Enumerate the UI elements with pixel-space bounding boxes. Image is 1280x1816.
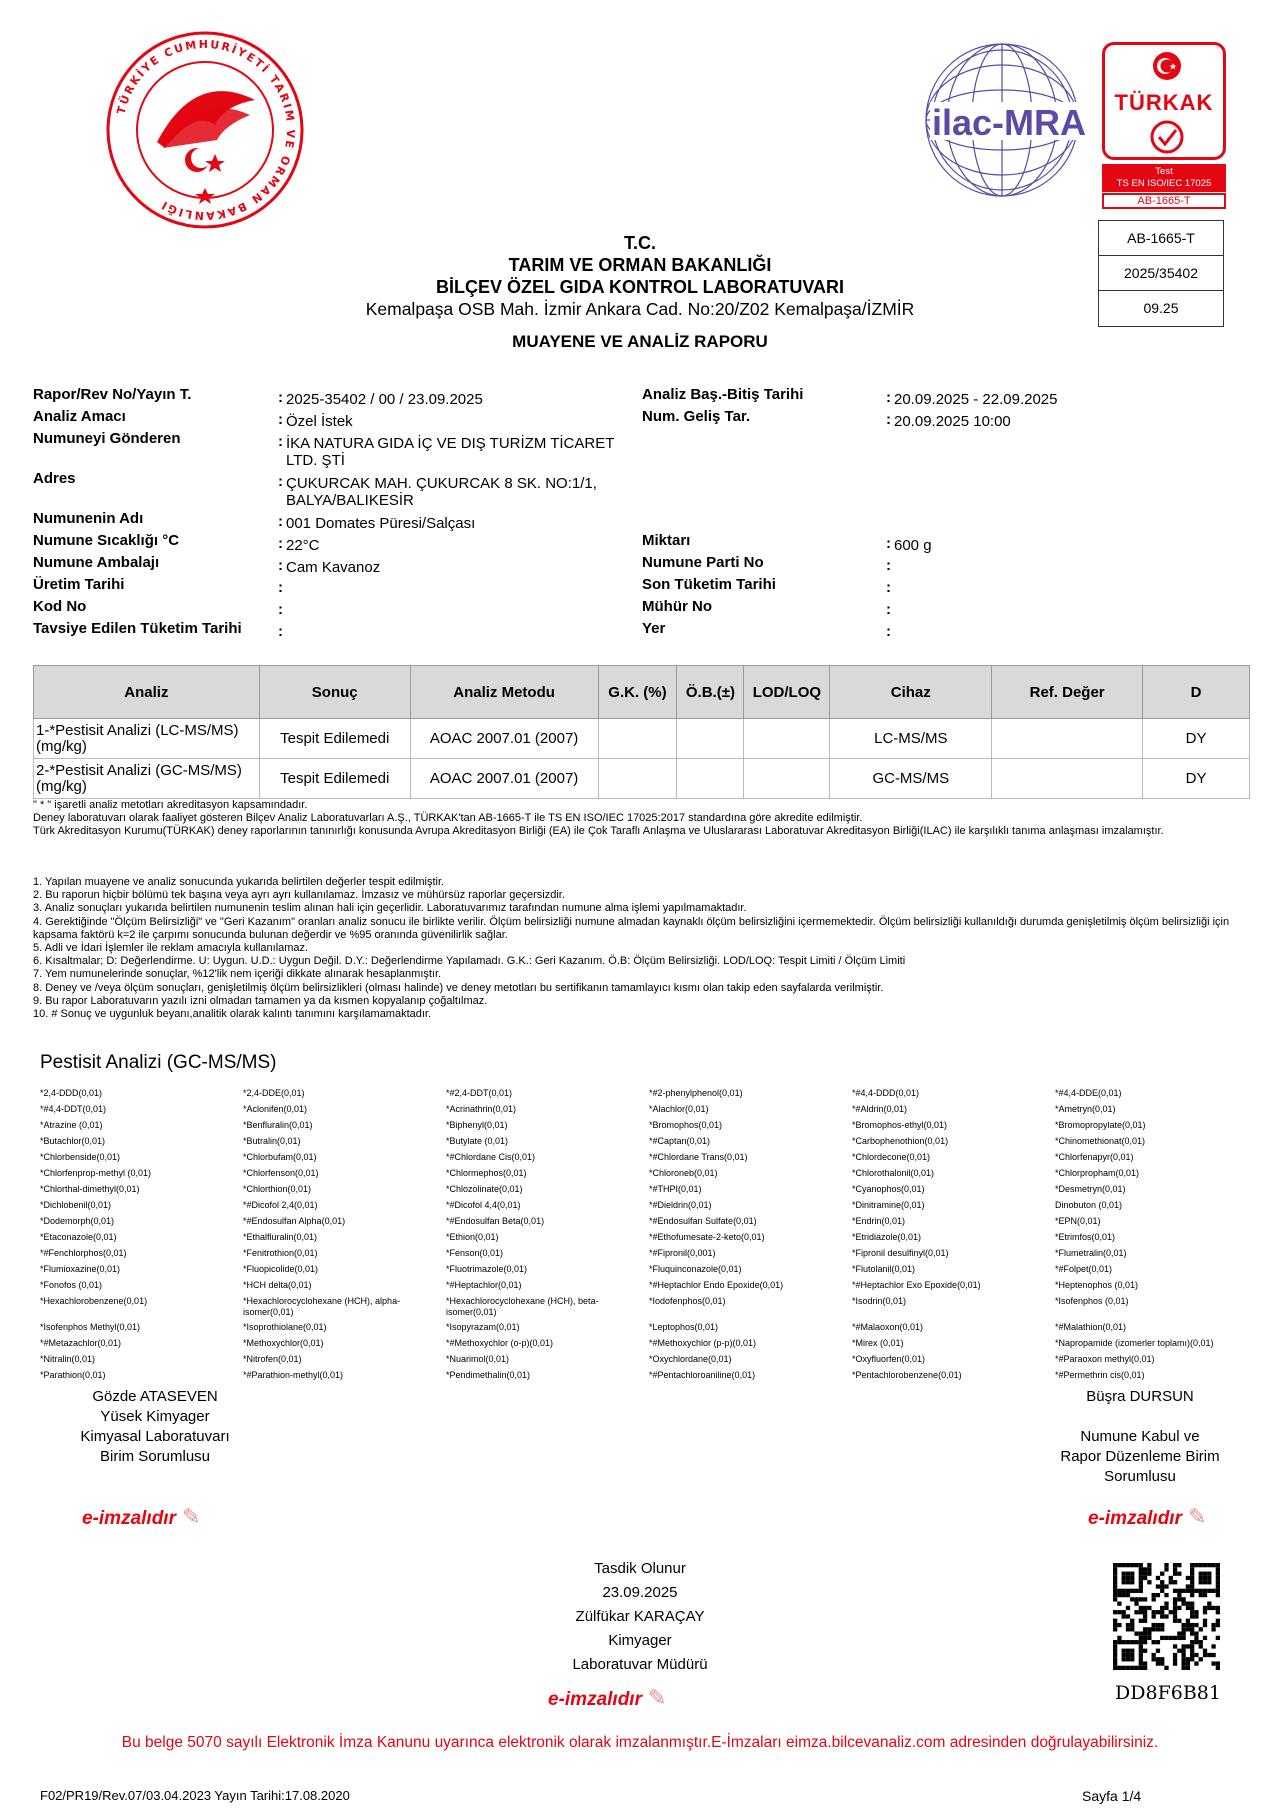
cell-lod-loq xyxy=(744,759,830,799)
title-tc: T.C. xyxy=(623,233,656,253)
signer-role: Birim Sorumlusu xyxy=(99,1448,211,1465)
info-value: 22°C xyxy=(286,537,320,554)
note-line: 10. # Sonuç ve uygunluk beyanı,analitik olarak kalıntı tanımını karşılamamaktadır. xyxy=(33,1008,432,1021)
cell-uncertainty xyxy=(677,759,744,799)
pesticide-item: *Butachlor(0,01) xyxy=(40,1136,106,1146)
info-label: Numuneyi Gönderen xyxy=(33,430,181,447)
cell-result: Tespit Edilemedi xyxy=(259,759,410,799)
checkmark-icon xyxy=(1149,119,1185,155)
qr-code-icon xyxy=(1113,1563,1220,1670)
institution-title xyxy=(230,232,1050,320)
col-header: Cihaz xyxy=(830,666,992,719)
pesticide-item: *#Endosulfan Beta(0,01) xyxy=(446,1216,545,1226)
pesticide-item: Dinobuton (0,01) xyxy=(1055,1200,1123,1210)
pesticide-item: *#Malaoxon(0,01) xyxy=(852,1322,924,1332)
pesticide-item: *Iodofenphos(0,01) xyxy=(649,1296,726,1306)
pesticide-item: *Fluopicolide(0,01) xyxy=(243,1264,319,1274)
pesticide-item: *#Dieldrin(0,01) xyxy=(649,1200,712,1210)
svg-text:ilac-MRA: ilac-MRA xyxy=(932,102,1087,143)
table-row xyxy=(34,759,1250,799)
turkak-wordmark: TÜRKAK xyxy=(1114,90,1214,115)
info-value: 600 g xyxy=(894,537,932,554)
info-value: Cam Kavanoz xyxy=(286,559,381,576)
pen-icon: ✎ xyxy=(647,1685,667,1710)
col-header: Sonuç xyxy=(259,666,410,719)
note-line: Türk Akreditasyon Kurumu(TÜRKAK) deney raporlarının tanınırlığı konusunda Avrupa Akreditasyon Birliği (EA) ile Çok Taraflı Anlaşma ve Uluslararası Laboratuvar Akreditasyon Birliği(ILAC) ile karşılıklı tanıma anlaşması imzalamıştır. xyxy=(33,825,1164,838)
info-label: Miktarı xyxy=(642,532,691,549)
svg-text:TÜRKİYE CUMHURİYETİ TARIM VE O: TÜRKİYE CUMHURİYETİ TARIM VE ORMAN BAKANLIĞI xyxy=(114,37,298,223)
pesticide-item: *Nitralin(0,01) xyxy=(40,1354,96,1364)
approval-label: Tasdik Olunur xyxy=(594,1560,686,1577)
col-header: Analiz Metodu xyxy=(410,666,598,719)
pesticide-item: *#4,4-DDT(0,01) xyxy=(40,1104,107,1114)
pesticide-item: *#Folpet(0,01) xyxy=(1055,1264,1113,1274)
reference-box xyxy=(1098,220,1224,327)
pesticide-item: *#Dicofol 4,4(0,01) xyxy=(446,1200,521,1210)
cell-analysis: 2-*Pestisit Analizi (GC-MS/MS) (mg/kg) xyxy=(34,759,260,799)
info-value: İKA NATURA GIDA İÇ VE DIŞ TURİZM TİCARET LTD. ŞTİ xyxy=(286,435,615,469)
pesticide-item: *Dodemorph(0,01) xyxy=(40,1216,115,1226)
pesticide-item: *Dinitramine(0,01) xyxy=(852,1200,925,1210)
cell-ref-value xyxy=(992,719,1143,759)
cell-evaluation: DY xyxy=(1143,719,1250,759)
ref-report-no: 2025/35402 xyxy=(1099,256,1223,291)
pesticide-item: *#4,4-DDD(0,01) xyxy=(852,1088,920,1098)
note-line: 4. Gerektiğinde "Ölçüm Belirsizliği" ve "Geri Kazanım" oranları analiz sonucu ile birlikte verilir. Ölçüm belirsizliği numune almadan kaynaklı ölçüm belirsizliğini içermemektedir. Ölçüm belirsizliği kullanıldığı durumda genişletilmiş ölçüm belirsizliği için kapsama faktörü k=2 ile çarpımı sonucunda bulunan değerdir ve %95 oranında güvenilirlik sağlar. xyxy=(33,915,1230,941)
pesticide-item: *#Metazachlor(0,01) xyxy=(40,1338,122,1348)
pesticide-item: *#2-phenylphenol(0,01) xyxy=(649,1088,743,1098)
pesticide-item: *Flutolanil(0,01) xyxy=(852,1264,916,1274)
table-header-row xyxy=(34,666,1250,719)
pesticide-item: *Etaconazole(0,01) xyxy=(40,1232,117,1242)
pesticide-item: *#2,4-DDT(0,01) xyxy=(446,1088,513,1098)
pesticide-item: *#THPI(0,01) xyxy=(649,1184,702,1194)
pesticide-item: *Methoxychlor(0,01) xyxy=(243,1338,324,1348)
pesticide-item: *Fipronil desulfinyl(0,01) xyxy=(852,1248,949,1258)
pesticide-item: *#Paraoxon methyl(0,01) xyxy=(1055,1354,1155,1364)
pesticide-item: *Hexachlorobenzene(0,01) xyxy=(40,1296,148,1306)
pesticide-item: *Flumetralin(0,01) xyxy=(1055,1248,1127,1258)
pesticide-item: *#Parathion-methyl(0,01) xyxy=(243,1370,344,1380)
pesticide-item: *Isofenphos (0,01) xyxy=(1055,1296,1129,1306)
pesticide-item: *Chinomethionat(0,01) xyxy=(1055,1136,1146,1146)
cell-lod-loq xyxy=(744,719,830,759)
turkak-accreditation-logo xyxy=(1102,42,1226,208)
pesticide-item: *Atrazine (0,01) xyxy=(40,1120,103,1130)
pesticide-item: *Bromophos-ethyl(0,01) xyxy=(852,1120,948,1130)
signer-role: Laboratuvar Müdürü xyxy=(572,1656,708,1673)
pesticide-item: *Pendimethalin(0,01) xyxy=(446,1370,531,1380)
turkak-code: AB-1665-T xyxy=(1102,193,1226,209)
pesticide-item: *#Dicofol 2,4(0,01) xyxy=(243,1200,318,1210)
cell-device: GC-MS/MS xyxy=(830,759,992,799)
pesticide-item: *Chlorfenapyr(0,01) xyxy=(1055,1152,1134,1162)
pesticide-item: *Hexachlorocyclohexane (HCH), beta-isomer(0,01) xyxy=(446,1296,599,1317)
lab-address: Kemalpaşa OSB Mah. İzmir Ankara Cad. No:20/Z02 Kemalpaşa/İZMİR xyxy=(365,299,915,319)
pesticide-item: *#Ethofumesate-2-keto(0,01) xyxy=(649,1232,765,1242)
signer-title: Kimyager xyxy=(608,1632,672,1649)
pesticide-item: *Chlorthal-dimethyl(0,01) xyxy=(40,1184,140,1194)
pesticide-item: *Endrin(0,01) xyxy=(852,1216,906,1226)
signer-name: Büşra DURSUN xyxy=(1086,1388,1194,1405)
ref-period: 09.25 xyxy=(1143,300,1179,316)
results-table xyxy=(33,665,1250,799)
pesticide-item: *#Chlordane Cis(0,01) xyxy=(446,1152,536,1162)
pesticide-item: *Biphenyl(0,01) xyxy=(446,1120,508,1130)
pesticide-item: *2,4-DDE(0,01) xyxy=(243,1088,305,1098)
pesticide-item: *Parathion(0,01) xyxy=(40,1370,106,1380)
pesticide-item: *Carbophenothion(0,01) xyxy=(852,1136,949,1146)
col-header: G.K. (%) xyxy=(598,666,677,719)
title-ministry: TARIM VE ORMAN BAKANLIĞI xyxy=(508,255,772,275)
note-line: 2. Bu raporun hiçbir bölümü tek başına veya ayrı ayrı kullanılamaz. İmzasız ve mühürsüz raporlar geçersizdir. xyxy=(33,889,565,902)
pesticide-item: *Oxyfluorfen(0,01) xyxy=(852,1354,926,1364)
signer-name: Gözde ATASEVEN xyxy=(92,1388,218,1405)
pesticide-item: *Oxychlordane(0,01) xyxy=(649,1354,732,1364)
pesticide-item: *Chlordecone(0,01) xyxy=(852,1152,931,1162)
note-line: 7. Yem numunelerinde sonuçlar, %12'lik nem içeriği dikkate alınarak hesaplanmıştır. xyxy=(33,968,442,981)
pesticide-item: *#Fipronil(0,001) xyxy=(649,1248,716,1258)
pesticide-item: *Isodrin(0,01) xyxy=(852,1296,907,1306)
esign-badge: e-imzalıdır ✎ xyxy=(82,1504,201,1529)
info-label: Üretim Tarihi xyxy=(33,576,125,593)
note-line: 3. Analiz sonuçları yukarıda belirtilen numunenin teslim alınan hali için geçerlidir. Laboratuvarımız tarafından numune alma işlemi yapılmamaktadır. xyxy=(33,902,747,915)
footer-legal-notice: Bu belge 5070 sayılı Elektronik İmza Kanunu uyarınca elektronik olarak imzalanmıştır.E-İmzaları eimza.bilcevanaliz.com adresinden doğrulayabilirsiniz. xyxy=(121,1734,1159,1751)
pesticide-item: *#Fenchlorphos(0,01) xyxy=(40,1248,127,1258)
pesticide-item: *Chlorfenprop-methyl (0,01) xyxy=(40,1168,152,1178)
cell-analysis: 1-*Pestisit Analizi (LC-MS/MS) (mg/kg) xyxy=(34,719,260,759)
verification-code: DD8F6B81 xyxy=(1115,1682,1221,1704)
cell-uncertainty xyxy=(677,719,744,759)
info-label: Numune Sıcaklığı °C xyxy=(33,532,180,549)
pesticide-item: *#Pentachloroaniline(0,01) xyxy=(649,1370,756,1380)
signer-title: Sorumlusu xyxy=(1104,1468,1176,1485)
pesticide-item: *Fluotrimazole(0,01) xyxy=(446,1264,528,1274)
ministry-seal-logo xyxy=(105,30,305,230)
col-header: D xyxy=(1143,666,1250,719)
info-label: Rapor/Rev No/Yayın T. xyxy=(33,386,192,403)
info-value: ÇUKURCAK MAH. ÇUKURCAK 8 SK. NO:1/1, BALYA/BALIKESİR xyxy=(286,475,597,509)
info-label: Numune Ambalajı xyxy=(33,554,160,571)
pesticide-item: *Fonofos (0,01) xyxy=(40,1280,103,1290)
turkak-standard-band: Test TS EN ISO/IEC 17025 xyxy=(1102,164,1226,192)
cell-evaluation: DY xyxy=(1143,759,1250,799)
pesticide-item: *Chlorothalonil(0,01) xyxy=(852,1168,935,1178)
pesticide-item: *#Heptachlor(0,01) xyxy=(446,1280,522,1290)
pesticide-item: *Bromopropylate(0,01) xyxy=(1055,1120,1146,1130)
table-row xyxy=(34,719,1250,759)
page-number: Sayfa 1/4 xyxy=(1082,1788,1142,1804)
cell-recovery xyxy=(598,759,677,799)
col-header: Ref. Değer xyxy=(992,666,1143,719)
pesticide-item: *Alachlor(0,01) xyxy=(649,1104,709,1114)
note-line: 1. Yapılan muayene ve analiz sonucunda yukarıda belirtilen değerler tespit edilmiştir. xyxy=(33,876,445,888)
cell-result: Tespit Edilemedi xyxy=(259,719,410,759)
pesticide-item: *Butralin(0,01) xyxy=(243,1136,301,1146)
pesticide-item: *#Heptachlor Endo Epoxide(0,01) xyxy=(649,1280,784,1290)
pesticide-item: *Fluquinconazole(0,01) xyxy=(649,1264,742,1274)
pesticide-item: *Aclonifen(0,01) xyxy=(243,1104,308,1114)
info-label: Son Tüketim Tarihi xyxy=(642,576,776,593)
pesticide-item: *Ametryn(0,01) xyxy=(1055,1104,1116,1114)
pesticide-item: *#4,4-DDE(0,01) xyxy=(1055,1088,1122,1098)
info-label: Adres xyxy=(33,470,76,487)
signer-name: Zülfükar KARAÇAY xyxy=(575,1608,705,1625)
cell-method: AOAC 2007.01 (2007) xyxy=(410,719,598,759)
pesticide-item: *#Aldrin(0,01) xyxy=(852,1104,908,1114)
note-line: 5. Adli ve İdari İşlemler ile reklam amacıyla kullanılamaz. xyxy=(33,942,309,955)
pesticide-item: *Ethion(0,01) xyxy=(446,1232,499,1242)
signature-right xyxy=(1025,1387,1255,1487)
gc-section-title: Pestisit Analizi (GC-MS/MS) xyxy=(40,1052,277,1073)
cell-method: AOAC 2007.01 (2007) xyxy=(410,759,598,799)
pesticide-item: *Hexachlorocyclohexane (HCH), alpha-isomer(0,01) xyxy=(243,1296,401,1317)
pesticide-item: *#Methoxychlor (p-p)(0,01) xyxy=(649,1338,757,1348)
report-title: MUAYENE VE ANALİZ RAPORU xyxy=(512,332,768,351)
pesticide-item: *Fenson(0,01) xyxy=(446,1248,504,1258)
pesticide-item: *Etridiazole(0,01) xyxy=(852,1232,922,1242)
pesticide-item: *Chlormephos(0,01) xyxy=(446,1168,527,1178)
info-value: 20.09.2025 10:00 xyxy=(894,413,1011,430)
pesticide-item: *Chlorbenside(0,01) xyxy=(40,1152,121,1162)
pesticide-item: *#Chlordane Trans(0,01) xyxy=(649,1152,748,1162)
pesticide-item: *#Endosulfan Sulfate(0,01) xyxy=(649,1216,757,1226)
info-value: 2025-35402 / 00 / 23.09.2025 xyxy=(286,391,483,408)
ref-accreditation-no: AB-1665-T xyxy=(1099,221,1223,256)
pesticide-item: *Isofenphos Methyl(0,01) xyxy=(40,1322,141,1332)
pesticide-item: *Isoprothiolane(0,01) xyxy=(243,1322,327,1332)
signer-title: Yüsek Kimyager xyxy=(100,1408,210,1425)
pesticide-item: *Bromophos(0,01) xyxy=(649,1120,723,1130)
info-label: Numune Parti No xyxy=(642,554,764,571)
pesticide-item: *#Permethrin cis(0,01) xyxy=(1055,1370,1145,1380)
title-laboratory: BİLÇEV ÖZEL GIDA KONTROL LABORATUVARI xyxy=(436,277,844,297)
pesticide-item: *HCH delta(0,01) xyxy=(243,1280,312,1290)
approval-date: 23.09.2025 xyxy=(602,1584,678,1601)
pesticide-item: *Ethalfluralin(0,01) xyxy=(243,1232,318,1242)
pesticide-item: *Napropamide (izomerler toplamı)(0,01) xyxy=(1055,1338,1214,1348)
info-label: Num. Geliş Tar. xyxy=(642,408,751,425)
pesticide-item: *Chloroneb(0,01) xyxy=(649,1168,718,1178)
pen-icon: ✎ xyxy=(1187,1504,1207,1529)
cell-ref-value xyxy=(992,759,1143,799)
esign-badge: e-imzalıdır ✎ xyxy=(548,1685,667,1710)
info-value: Özel İstek xyxy=(286,413,353,430)
pesticide-item: *#Malathion(0,01) xyxy=(1055,1322,1127,1332)
pesticide-item: *Desmetryn(0,01) xyxy=(1055,1184,1126,1194)
col-header: Ö.B.(±) xyxy=(677,666,744,719)
esign-badge: e-imzalıdır ✎ xyxy=(1088,1504,1207,1529)
pesticide-item: *#Methoxychlor (o-p)(0,01) xyxy=(446,1338,554,1348)
info-label: Kod No xyxy=(33,598,87,615)
signature-left xyxy=(40,1387,270,1467)
pesticide-item: *Acrinathrin(0,01) xyxy=(446,1104,517,1114)
pesticide-item: *Nitrofen(0,01) xyxy=(243,1354,302,1364)
info-value: 001 Domates Püresi/Salçası xyxy=(286,515,476,532)
info-label: Tavsiye Edilen Tüketim Tarihi xyxy=(33,620,242,637)
pesticide-item: *Chlozolinate(0,01) xyxy=(446,1184,523,1194)
col-header: LOD/LOQ xyxy=(744,666,830,719)
pesticide-item: *Pentachlorobenzene(0,01) xyxy=(852,1370,962,1380)
pesticide-item: *#Endosulfan Alpha(0,01) xyxy=(243,1216,346,1226)
pesticide-item: *Dichlobenil(0,01) xyxy=(40,1200,112,1210)
pesticide-item: *Chlorpropham(0,01) xyxy=(1055,1168,1140,1178)
info-label: Mühür No xyxy=(642,598,712,615)
signer-title: Rapor Düzenleme Birim xyxy=(1060,1448,1220,1465)
pesticide-item: *Mirex (0,01) xyxy=(852,1338,904,1348)
info-label: Yer xyxy=(642,620,666,637)
note-line: Deney laboratuvarı olarak faaliyet gösteren Bilçev Analiz Laboratuvarları A.Ş., TÜRKAK'tan AB-1665-T ile TS EN ISO/IEC 17025:2017 standardına göre akredite edilmiştir. xyxy=(33,812,863,825)
pesticide-item: *Etrimfos(0,01) xyxy=(1055,1232,1116,1242)
pesticide-item: *Heptenophos (0,01) xyxy=(1055,1280,1139,1290)
info-label: Analiz Amacı xyxy=(33,408,126,425)
pesticide-item: *Cyanophos(0,01) xyxy=(852,1184,925,1194)
pesticide-item: *Fenitrothion(0,01) xyxy=(243,1248,318,1258)
pesticide-item: *Benfluralin(0,01) xyxy=(243,1120,313,1130)
col-header: Analiz xyxy=(34,666,260,719)
pesticide-item: *Flumioxazine(0,01) xyxy=(40,1264,121,1274)
pen-icon: ✎ xyxy=(181,1504,201,1529)
info-value: 20.09.2025 - 22.09.2025 xyxy=(894,391,1058,408)
pesticide-item: *Butylate (0,01) xyxy=(446,1136,509,1146)
pesticide-item: *Leptophos(0,01) xyxy=(649,1322,719,1332)
note-line: 8. Deney ve /veya ölçüm sonuçları, genişletilmiş ölçüm belirsizlikleri (olması halinde) ve deney metotları bu sertifikanın tamamlayıcı kısmı olan takip eden sayfalarda verilmiştir. xyxy=(33,981,884,994)
pesticide-item: *Isopyrazam(0,01) xyxy=(446,1322,520,1332)
note-line: " * " işaretli analiz metotları akreditasyon kapsamındadır. xyxy=(33,799,308,811)
pesticide-item: *#Captan(0,01) xyxy=(649,1136,711,1146)
info-label: Numunenin Adı xyxy=(33,510,144,527)
note-line: 9. Bu rapor Laboratuvarın yazılı izni olmadan tamamen ya da kısmen kopyalanıp çoğaltılmaz. xyxy=(33,994,488,1007)
signer-dept: Kimyasal Laboratuvarı xyxy=(80,1428,230,1445)
cell-device: LC-MS/MS xyxy=(830,719,992,759)
ilac-mra-logo xyxy=(920,40,1100,205)
pesticide-item: *Chlorfenson(0,01) xyxy=(243,1168,319,1178)
pesticide-item: *Nuarimol(0,01) xyxy=(446,1354,510,1364)
cell-recovery xyxy=(598,719,677,759)
signature-center xyxy=(505,1557,775,1677)
note-line: 6. Kısaltmalar; D: Değerlendirme. U: Uygun. U.D.: Uygun Değil. D.Y.: Değerlendirme Yapılamadı. G.K.: Geri Kazanım. Ö.B: Ölçüm Belirsizliği. LOD/LOQ: Tespit Limiti / Ölçüm Limiti xyxy=(33,955,906,968)
info-label: Analiz Baş.-Bitiş Tarihi xyxy=(642,386,804,403)
pesticide-item: *2,4-DDD(0,01) xyxy=(40,1088,103,1098)
pesticide-item: *#Heptachlor Exo Epoxide(0,01) xyxy=(852,1280,981,1290)
accreditation-notes xyxy=(33,799,1248,839)
signer-title: Numune Kabul ve xyxy=(1080,1428,1200,1445)
pesticide-item: *Chlorbufam(0,01) xyxy=(243,1152,317,1162)
pesticide-item: *Chlorthion(0,01) xyxy=(243,1184,312,1194)
numbered-notes xyxy=(33,876,1248,1021)
pesticide-item: *EPN(0,01) xyxy=(1055,1216,1101,1226)
footer-form-code: F02/PR19/Rev.07/03.04.2023 Yayın Tarihi:17.08.2020 xyxy=(40,1788,350,1803)
crescent-star-icon xyxy=(1152,51,1182,81)
